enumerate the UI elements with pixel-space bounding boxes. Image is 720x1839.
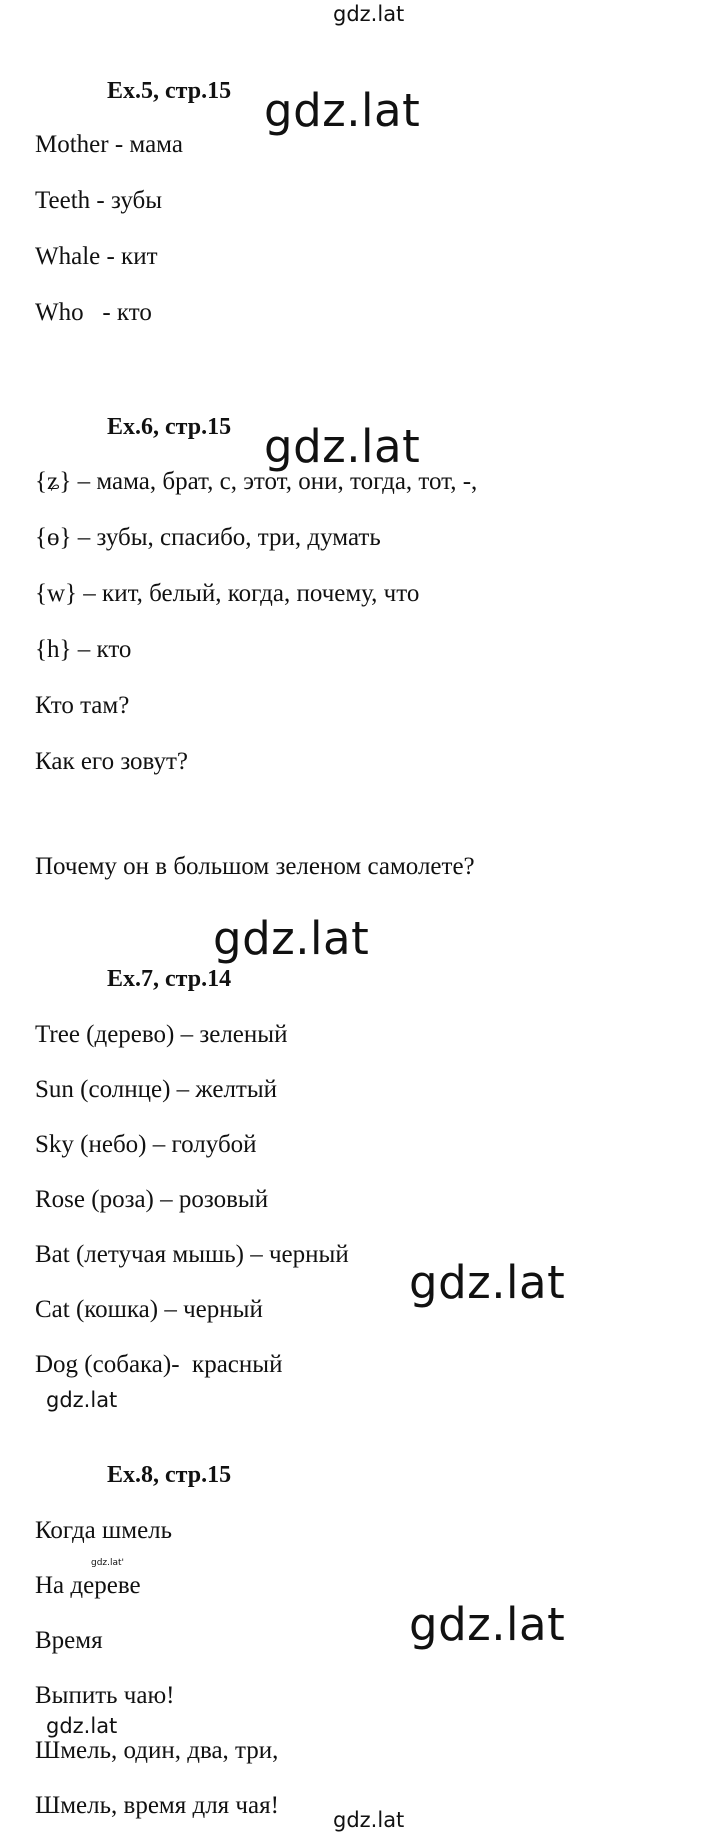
ex5-line-3: Whale - кит xyxy=(35,243,158,270)
ex8-line-4: Выпить чаю! xyxy=(35,1682,175,1709)
ex6-line-1: {ʑ} – мама, брат, с, этот, они, тогда, тот, -, xyxy=(35,468,478,495)
ex8-line-3: Время xyxy=(35,1627,103,1654)
ex5-line-4: Who - кто xyxy=(35,299,152,326)
ex7-line-5: Bat (летучая мышь) – черный xyxy=(35,1241,349,1268)
watermark-top: gdz.lat xyxy=(333,2,405,26)
ex7-line-2: Sun (солнце) – желтый xyxy=(35,1076,278,1103)
ex6-line-2: {ɵ} – зубы, спасибо, три, думать xyxy=(35,524,381,551)
ex7-line-4: Rose (роза) – розовый xyxy=(35,1186,269,1213)
watermark-big: gdz.lat xyxy=(409,1598,566,1651)
watermark-big: gdz.lat xyxy=(213,912,370,965)
ex6-line-3: {w} – кит, белый, когда, почему, что xyxy=(35,580,420,607)
ex5-line-2: Teeth - зубы xyxy=(35,187,163,214)
watermark-bottom: gdz.lat xyxy=(333,1808,405,1832)
watermark-big: gdz.lat xyxy=(264,420,421,473)
ex7-line-3: Sky (небо) – голубой xyxy=(35,1131,257,1158)
watermark-big: gdz.lat xyxy=(409,1256,566,1309)
ex6-line-6: Как его зовут? xyxy=(35,748,189,775)
ex7-line-6: Cat (кошка) – черный xyxy=(35,1296,263,1323)
ex7-line-1: Tree (дерево) – зеленый xyxy=(35,1021,288,1048)
ex7-line-7: Dog (собака)- красный xyxy=(35,1351,283,1378)
watermark-small: gdz.lat xyxy=(46,1714,118,1738)
ex6-line-4: {h} – кто xyxy=(35,636,132,663)
ex5-heading: Ex.5, стр.15 xyxy=(107,78,232,104)
watermark-small: gdz.lat xyxy=(46,1388,118,1412)
ex6-line-5: Кто там? xyxy=(35,692,130,719)
watermark-tiny: gdz.lat' xyxy=(91,1558,125,1568)
ex6-line-7: Почему он в большом зеленом самолете? xyxy=(35,853,475,880)
ex8-line-2: На дереве xyxy=(35,1572,141,1599)
ex5-line-1: Mother - мама xyxy=(35,131,183,158)
watermark-big: gdz.lat xyxy=(264,84,421,137)
ex8-line-6: Шмель, время для чая! xyxy=(35,1792,279,1819)
ex8-line-5: Шмель, один, два, три, xyxy=(35,1737,279,1764)
ex6-heading: Ex.6, стр.15 xyxy=(107,414,232,440)
ex7-heading: Ex.7, стр.14 xyxy=(107,966,232,992)
ex8-line-1: Когда шмель xyxy=(35,1517,173,1544)
ex8-heading: Ex.8, стр.15 xyxy=(107,1462,232,1488)
